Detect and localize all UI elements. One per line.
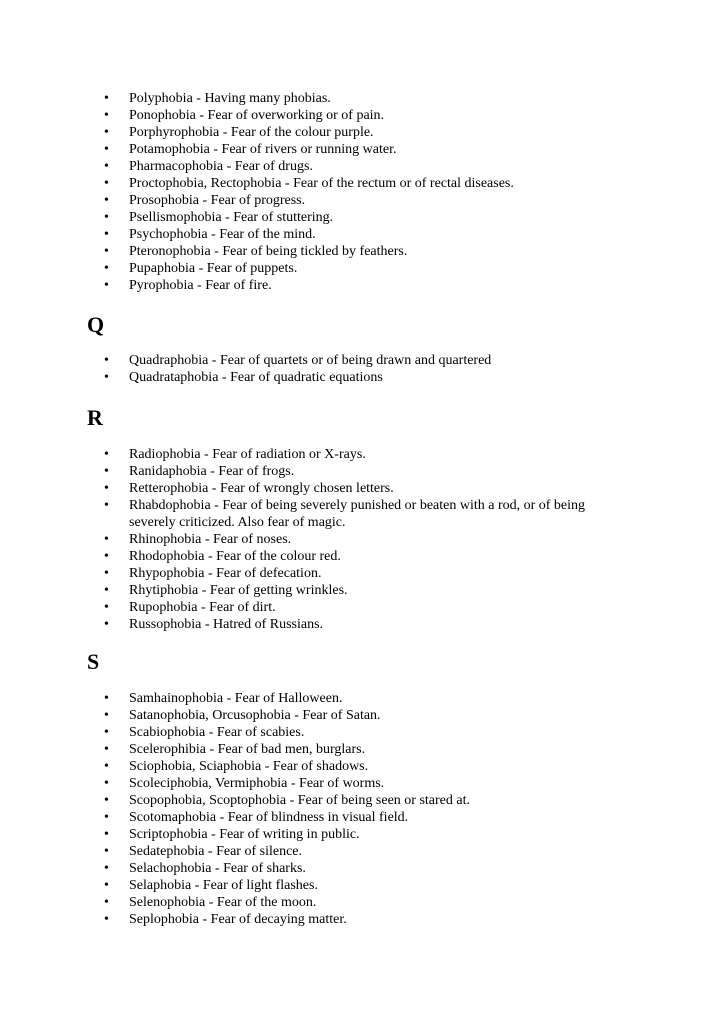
list-item-text: Pupaphobia - Fear of puppets. — [129, 261, 298, 276]
list-item-text: Russophobia - Hatred of Russians. — [129, 617, 324, 632]
list-item-text: Rhabdophobia - Fear of being severely punished or beaten with a rod, or of being severely criticized. Also fear of magic. — [129, 498, 586, 530]
list-item-text: Rupophobia - Fear of dirt. — [129, 600, 276, 615]
list-item — [0, 911, 728, 928]
bullet-icon: • — [104, 861, 109, 876]
bullet-icon: • — [104, 759, 109, 774]
bullet-icon: • — [104, 742, 109, 757]
list-item — [0, 352, 728, 369]
list-item-text: Psellismophobia - Fear of stuttering. — [129, 210, 334, 225]
list-item — [0, 175, 728, 192]
list-item — [0, 277, 728, 294]
bullet-icon: • — [104, 91, 109, 106]
list-item-text: Psychophobia - Fear of the mind. — [129, 227, 316, 242]
list-item-text: Scoleciphobia, Vermiphobia - Fear of worms. — [129, 776, 385, 791]
list-item-text: Selaphobia - Fear of light flashes. — [129, 878, 318, 893]
bullet-icon: • — [104, 878, 109, 893]
list-item — [0, 860, 728, 877]
list-item-text: Potamophobia - Fear of rivers or running water. — [129, 142, 397, 157]
list-item-text: Retterophobia - Fear of wrongly chosen letters. — [129, 481, 394, 496]
list-item-text: Proctophobia, Rectophobia - Fear of the rectum or of rectal diseases. — [129, 176, 514, 191]
list-item — [0, 192, 728, 209]
list-item-text: Selachophobia - Fear of sharks. — [129, 861, 306, 876]
list-item-text: Pteronophobia - Fear of being tickled by feathers. — [129, 244, 408, 259]
phobia-list-r — [0, 446, 728, 633]
list-item-text: Sciophobia, Sciaphobia - Fear of shadows. — [129, 759, 369, 774]
list-item — [0, 548, 728, 565]
list-item — [0, 894, 728, 911]
list-item — [0, 792, 728, 809]
list-item — [0, 158, 728, 175]
list-item — [0, 826, 728, 843]
bullet-icon: • — [104, 895, 109, 910]
bullet-icon: • — [104, 600, 109, 615]
bullet-icon: • — [104, 776, 109, 791]
bullet-icon: • — [104, 566, 109, 581]
list-item — [0, 107, 728, 124]
list-item — [0, 141, 728, 158]
list-item-text: Polyphobia - Having many phobias. — [129, 91, 331, 106]
list-item — [0, 565, 728, 582]
list-item — [0, 90, 728, 107]
list-item-text: Radiophobia - Fear of radiation or X-rays. — [129, 447, 366, 462]
bullet-icon: • — [104, 793, 109, 808]
bullet-icon: • — [104, 261, 109, 276]
list-item-text: Quadraphobia - Fear of quartets or of being drawn and quartered — [129, 353, 492, 368]
bullet-icon: • — [104, 583, 109, 598]
list-item-text: Scelerophibia - Fear of bad men, burglars. — [129, 742, 366, 757]
bullet-icon: • — [104, 844, 109, 859]
bullet-icon: • — [104, 549, 109, 564]
bullet-icon: • — [104, 912, 109, 927]
bullet-icon: • — [104, 353, 109, 368]
list-item-text: Ponophobia - Fear of overworking or of pain. — [129, 108, 385, 123]
bullet-icon: • — [104, 227, 109, 242]
list-item-text: Satanophobia, Orcusophobia - Fear of Satan. — [129, 708, 381, 723]
bullet-icon: • — [104, 725, 109, 740]
bullet-icon: • — [104, 244, 109, 259]
list-item-text: Scabiophobia - Fear of scabies. — [129, 725, 305, 740]
phobia-list-q — [0, 352, 728, 386]
list-item-text: Scopophobia, Scoptophobia - Fear of being seen or stared at. — [129, 793, 470, 808]
list-item-text: Rhinophobia - Fear of noses. — [129, 532, 292, 547]
bullet-icon: • — [104, 125, 109, 140]
list-item — [0, 775, 728, 792]
list-item-text: Scriptophobia - Fear of writing in public. — [129, 827, 360, 842]
bullet-icon: • — [104, 464, 109, 479]
phobia-list-p — [0, 90, 728, 294]
bullet-icon: • — [104, 278, 109, 293]
list-item — [0, 260, 728, 277]
list-item — [0, 741, 728, 758]
list-item-text: Samhainophobia - Fear of Halloween. — [129, 691, 343, 706]
bullet-icon: • — [104, 827, 109, 842]
list-item-text: Prosophobia - Fear of progress. — [129, 193, 306, 208]
bullet-icon: • — [104, 481, 109, 496]
list-item — [0, 480, 728, 497]
list-item — [0, 369, 728, 386]
bullet-icon: • — [104, 498, 109, 513]
bullet-icon: • — [104, 447, 109, 462]
list-item-text: Selenophobia - Fear of the moon. — [129, 895, 317, 910]
bullet-icon: • — [104, 691, 109, 706]
bullet-icon: • — [104, 108, 109, 123]
section-heading-r: R — [87, 405, 103, 430]
list-item-text: Ranidaphobia - Fear of frogs. — [129, 464, 295, 479]
bullet-icon: • — [104, 142, 109, 157]
list-item-text: Pyrophobia - Fear of fire. — [129, 278, 272, 293]
section-heading-q: Q — [87, 312, 105, 337]
bullet-icon: • — [104, 532, 109, 547]
list-item — [0, 243, 728, 260]
list-item-text: Rhypophobia - Fear of defecation. — [129, 566, 322, 581]
phobia-list-s — [0, 690, 728, 928]
list-item — [0, 209, 728, 226]
list-item-text: Scotomaphobia - Fear of blindness in visual field. — [129, 810, 409, 825]
list-item — [0, 124, 728, 141]
list-item — [0, 616, 728, 633]
bullet-icon: • — [104, 617, 109, 632]
list-item-text: Rhytiphobia - Fear of getting wrinkles. — [129, 583, 348, 598]
section-heading-s: S — [87, 649, 100, 674]
list-item — [0, 599, 728, 616]
bullet-icon: • — [104, 210, 109, 225]
list-item-text: Quadrataphobia - Fear of quadratic equations — [129, 370, 383, 385]
list-item-text: Porphyrophobia - Fear of the colour purple. — [129, 125, 374, 140]
list-item — [0, 446, 728, 463]
bullet-icon: • — [104, 370, 109, 385]
list-item — [0, 724, 728, 741]
list-item — [0, 463, 728, 480]
bullet-icon: • — [104, 159, 109, 174]
list-item — [0, 497, 728, 531]
list-item-text: Rhodophobia - Fear of the colour red. — [129, 549, 341, 564]
list-item-text: Seplophobia - Fear of decaying matter. — [129, 912, 347, 927]
list-item-text: Sedatephobia - Fear of silence. — [129, 844, 302, 859]
list-item — [0, 690, 728, 707]
bullet-icon: • — [104, 193, 109, 208]
list-item — [0, 707, 728, 724]
list-item — [0, 531, 728, 548]
list-item-text: Pharmacophobia - Fear of drugs. — [129, 159, 313, 174]
list-item — [0, 877, 728, 894]
list-item — [0, 809, 728, 826]
list-item — [0, 758, 728, 775]
list-item — [0, 843, 728, 860]
bullet-icon: • — [104, 810, 109, 825]
list-item — [0, 226, 728, 243]
bullet-icon: • — [104, 176, 109, 191]
bullet-icon: • — [104, 708, 109, 723]
list-item — [0, 582, 728, 599]
